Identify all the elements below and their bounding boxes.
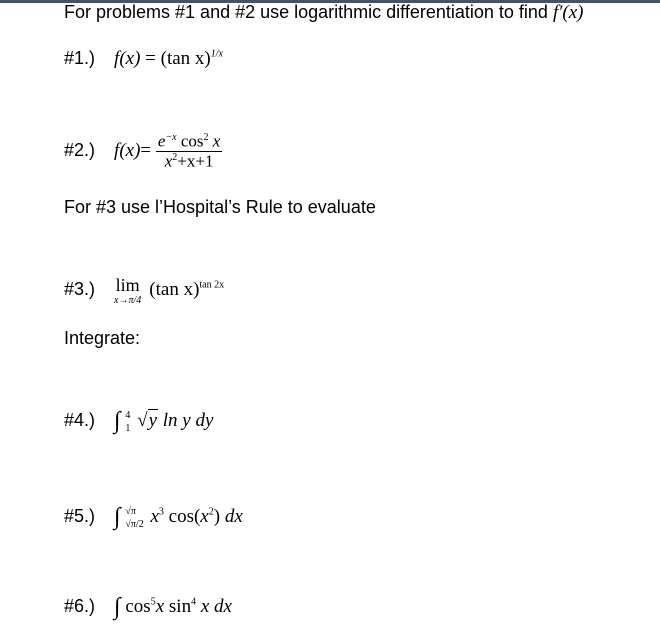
instruction-header-text: For problems #1 and #2 use logarithmic differentiation to find — [64, 2, 548, 22]
problem-1 — [64, 48, 223, 70]
problem-2-expression: f(x)= $\frac{e^{-x} \cos^2 x}{x^2+x+1}$ — [114, 131, 221, 171]
problem-2-denominator: $x^2+x+1$ — [164, 152, 214, 171]
problem-1-label: #1.) — [64, 48, 96, 68]
integral-sign: ∫ — [114, 594, 121, 620]
problem-3-expression: lim x→π/4 (tan x)$^{tan 2x}$ — [114, 275, 225, 306]
problem-2-numerator: $e^{-x}$ $\cos^2 x$ — [157, 131, 221, 151]
integral-limits: 4 1 — [125, 409, 131, 434]
problem-5-label: #5.) — [64, 505, 96, 526]
problem-3-label: #3.) — [64, 279, 96, 300]
integrate-heading: Integrate: — [64, 328, 141, 348]
problem-5-expression: ∫ √π √π/2 $x^3$ $\cos(x^2)$ dx — [114, 504, 243, 530]
problem-2-fraction — [156, 132, 222, 172]
instruction-header — [64, 2, 584, 24]
problem-4 — [64, 408, 213, 435]
problem-6-label: #6.) — [64, 595, 96, 616]
derivative-notation: f′(x) — [552, 2, 584, 23]
integral-sign: ∫ — [114, 504, 121, 530]
problem-1-expression: f(x) = (tan x)$^{1/x}$ — [114, 48, 223, 69]
problem-4-label: #4.) — [64, 409, 96, 430]
section-3-heading: For #3 use l’Hospital’s Rule to evaluate — [64, 197, 376, 217]
integral-limits: √π √π/2 — [125, 505, 144, 530]
problem-5 — [64, 504, 243, 531]
problem-2 — [64, 132, 222, 172]
limit-operator: lim x→π/4 — [114, 275, 142, 306]
problem-6 — [64, 594, 232, 621]
problem-4-expression: ∫ 4 1 √y ln y dy — [114, 408, 214, 434]
problem-2-label: #2.) — [64, 140, 96, 161]
problem-3 — [64, 276, 224, 306]
problem-6-expression: ∫ $\cos^5x$ $\sin^4 x$ dx — [114, 594, 232, 620]
integral-sign: ∫ — [114, 408, 121, 434]
